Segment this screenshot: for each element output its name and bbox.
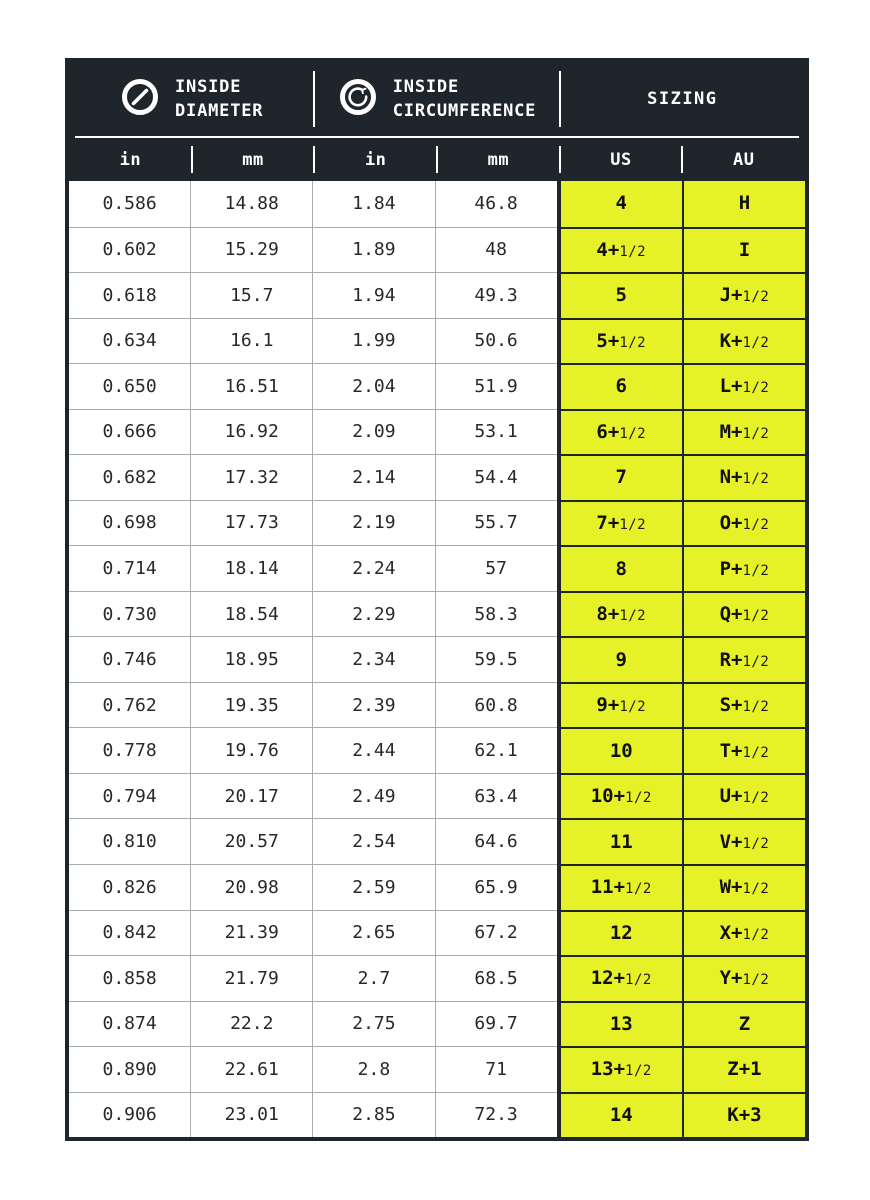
group-divider bbox=[559, 71, 561, 127]
cell-diameter-in: 0.682 bbox=[69, 454, 190, 500]
column-divider bbox=[436, 146, 438, 173]
cell-size-us bbox=[557, 272, 682, 318]
table-row bbox=[69, 864, 805, 910]
cell-diameter-mm: 19.35 bbox=[190, 682, 312, 728]
cell-circumference-in: 2.7 bbox=[312, 955, 434, 1001]
table-row bbox=[69, 1092, 805, 1138]
size-value: Z+1 bbox=[727, 1058, 762, 1081]
size-value: 8+ 1/2 bbox=[596, 603, 647, 626]
cell-circumference-in: 2.39 bbox=[312, 682, 434, 728]
cell-circumference-mm: 67.2 bbox=[435, 910, 557, 956]
cell-circumference-mm: 54.4 bbox=[435, 454, 557, 500]
cell-size-au bbox=[682, 818, 805, 864]
size-value: 9 bbox=[615, 648, 627, 671]
group-label-line1: INSIDE bbox=[175, 76, 242, 97]
cell-size-au bbox=[682, 727, 805, 773]
cell-circumference-mm: 46.8 bbox=[435, 181, 557, 227]
cell-circumference-mm: 72.3 bbox=[435, 1092, 557, 1138]
size-value: 9+ 1/2 bbox=[596, 694, 647, 717]
size-value: 12 bbox=[609, 921, 633, 944]
cell-size-us bbox=[557, 227, 682, 273]
cell-size-us bbox=[557, 318, 682, 364]
cell-diameter-in: 0.730 bbox=[69, 591, 190, 637]
cell-circumference-in: 2.09 bbox=[312, 409, 434, 455]
column-divider bbox=[313, 146, 315, 173]
cell-circumference-mm: 48 bbox=[435, 227, 557, 273]
column-header-diameter-mm: mm bbox=[242, 149, 264, 170]
cell-diameter-in: 0.650 bbox=[69, 363, 190, 409]
size-value: 7 bbox=[615, 466, 627, 489]
cell-circumference-mm: 58.3 bbox=[435, 591, 557, 637]
table-row bbox=[69, 318, 805, 364]
size-value: V+ 1/2 bbox=[719, 830, 770, 853]
cell-size-us bbox=[557, 363, 682, 409]
cell-diameter-in: 0.714 bbox=[69, 545, 190, 591]
size-value: 12+ 1/2 bbox=[590, 967, 652, 990]
size-value: I bbox=[738, 238, 751, 261]
cell-diameter-mm: 16.92 bbox=[190, 409, 312, 455]
table-row bbox=[69, 682, 805, 728]
table-row bbox=[69, 773, 805, 819]
cell-diameter-mm: 16.51 bbox=[190, 363, 312, 409]
size-value: 6+ 1/2 bbox=[596, 420, 647, 443]
cell-diameter-in: 0.666 bbox=[69, 409, 190, 455]
cell-size-us bbox=[557, 1046, 682, 1092]
cell-circumference-mm: 60.8 bbox=[435, 682, 557, 728]
group-label-line2: CIRCUMFERENCE bbox=[392, 101, 537, 121]
cell-diameter-in: 0.906 bbox=[69, 1092, 190, 1138]
size-value: 6 bbox=[615, 375, 627, 398]
cell-size-us bbox=[557, 818, 682, 864]
cell-circumference-mm: 64.6 bbox=[435, 818, 557, 864]
size-value: L+ 1/2 bbox=[719, 375, 770, 398]
cell-circumference-in: 2.29 bbox=[312, 591, 434, 637]
cell-circumference-mm: 69.7 bbox=[435, 1001, 557, 1047]
size-value: K+3 bbox=[727, 1103, 762, 1126]
column-header-circumference-in: in bbox=[364, 149, 387, 170]
size-value: H bbox=[738, 192, 751, 215]
size-value: 5 bbox=[615, 284, 627, 307]
column-header-us: US bbox=[610, 149, 632, 170]
column-header-row bbox=[69, 138, 805, 181]
cell-size-au bbox=[682, 1001, 805, 1047]
cell-diameter-mm: 15.7 bbox=[190, 272, 312, 318]
cell-diameter-in: 0.874 bbox=[69, 1001, 190, 1047]
column-header-au: AU bbox=[732, 149, 755, 170]
cell-diameter-in: 0.778 bbox=[69, 727, 190, 773]
cell-diameter-mm: 22.61 bbox=[190, 1046, 312, 1092]
cell-circumference-in: 2.8 bbox=[312, 1046, 434, 1092]
cell-circumference-mm: 50.6 bbox=[435, 318, 557, 364]
column-header-diameter-in: in bbox=[119, 149, 142, 170]
cell-size-au bbox=[682, 864, 805, 910]
size-value: 4 bbox=[615, 192, 627, 215]
table-row bbox=[69, 727, 805, 773]
cell-size-us bbox=[557, 181, 682, 227]
cell-circumference-mm: 51.9 bbox=[435, 363, 557, 409]
cell-diameter-mm: 17.32 bbox=[190, 454, 312, 500]
group-label-sizing: SIZING bbox=[647, 89, 718, 109]
size-value: 13+ 1/2 bbox=[590, 1058, 652, 1081]
column-divider bbox=[191, 146, 193, 173]
cell-circumference-in: 2.34 bbox=[312, 636, 434, 682]
cell-size-us bbox=[557, 1001, 682, 1047]
size-value: O+ 1/2 bbox=[719, 511, 770, 534]
cell-size-us bbox=[557, 864, 682, 910]
cell-size-au bbox=[682, 272, 805, 318]
size-value: S+ 1/2 bbox=[719, 694, 770, 717]
column-divider bbox=[681, 146, 683, 173]
size-value: K+ 1/2 bbox=[719, 329, 770, 352]
cell-diameter-mm: 23.01 bbox=[190, 1092, 312, 1138]
group-label-inside-diameter bbox=[175, 75, 263, 123]
column-divider bbox=[559, 146, 561, 173]
cell-size-au bbox=[682, 181, 805, 227]
cell-size-au bbox=[682, 591, 805, 637]
size-value: 14 bbox=[609, 1103, 633, 1126]
cell-diameter-mm: 18.95 bbox=[190, 636, 312, 682]
size-value: 13 bbox=[609, 1012, 633, 1035]
cell-circumference-in: 2.85 bbox=[312, 1092, 434, 1138]
cell-size-au bbox=[682, 910, 805, 956]
cell-diameter-in: 0.698 bbox=[69, 500, 190, 546]
cell-circumference-in: 2.24 bbox=[312, 545, 434, 591]
cell-circumference-mm: 71 bbox=[435, 1046, 557, 1092]
cell-diameter-mm: 20.98 bbox=[190, 864, 312, 910]
cell-size-us bbox=[557, 682, 682, 728]
cell-diameter-in: 0.746 bbox=[69, 636, 190, 682]
cell-size-au bbox=[682, 1092, 805, 1138]
cell-diameter-in: 0.826 bbox=[69, 864, 190, 910]
cell-circumference-in: 1.89 bbox=[312, 227, 434, 273]
size-value: Y+ 1/2 bbox=[719, 967, 770, 990]
cell-circumference-in: 2.14 bbox=[312, 454, 434, 500]
cell-diameter-mm: 21.39 bbox=[190, 910, 312, 956]
cell-size-au bbox=[682, 545, 805, 591]
cell-size-us bbox=[557, 1092, 682, 1138]
diameter-icon bbox=[120, 77, 160, 121]
cell-circumference-mm: 57 bbox=[435, 545, 557, 591]
table-row bbox=[69, 545, 805, 591]
table-row bbox=[69, 363, 805, 409]
table-header bbox=[69, 62, 805, 181]
size-value: R+ 1/2 bbox=[719, 648, 770, 671]
size-value: 10+ 1/2 bbox=[590, 785, 652, 808]
cell-diameter-in: 0.810 bbox=[69, 818, 190, 864]
size-value: U+ 1/2 bbox=[719, 785, 770, 808]
table-row bbox=[69, 636, 805, 682]
cell-circumference-in: 2.44 bbox=[312, 727, 434, 773]
cell-diameter-mm: 16.1 bbox=[190, 318, 312, 364]
cell-diameter-mm: 20.17 bbox=[190, 773, 312, 819]
cell-size-us bbox=[557, 636, 682, 682]
cell-size-us bbox=[557, 773, 682, 819]
size-value: 7+ 1/2 bbox=[596, 511, 647, 534]
cell-diameter-mm: 14.88 bbox=[190, 181, 312, 227]
size-value: 4+ 1/2 bbox=[596, 238, 647, 261]
size-value: Q+ 1/2 bbox=[719, 603, 770, 626]
cell-circumference-mm: 55.7 bbox=[435, 500, 557, 546]
size-value: Z bbox=[738, 1012, 751, 1035]
cell-circumference-in: 1.94 bbox=[312, 272, 434, 318]
ring-size-table bbox=[65, 58, 809, 1141]
cell-size-us bbox=[557, 409, 682, 455]
cell-diameter-in: 0.762 bbox=[69, 682, 190, 728]
cell-size-us bbox=[557, 727, 682, 773]
cell-diameter-mm: 19.76 bbox=[190, 727, 312, 773]
cell-size-us bbox=[557, 500, 682, 546]
cell-circumference-in: 2.59 bbox=[312, 864, 434, 910]
size-value: 10 bbox=[609, 739, 633, 762]
size-value: 11 bbox=[609, 830, 633, 853]
cell-circumference-in: 2.54 bbox=[312, 818, 434, 864]
column-header-circumference-mm: mm bbox=[487, 149, 510, 170]
cell-size-au bbox=[682, 363, 805, 409]
table-row bbox=[69, 409, 805, 455]
cell-size-au bbox=[682, 227, 805, 273]
cell-diameter-mm: 21.79 bbox=[190, 955, 312, 1001]
size-value: T+ 1/2 bbox=[719, 739, 770, 762]
group-label-line2: DIAMETER bbox=[175, 101, 264, 121]
table-row bbox=[69, 181, 805, 227]
cell-circumference-mm: 63.4 bbox=[435, 773, 557, 819]
cell-size-us bbox=[557, 910, 682, 956]
cell-diameter-in: 0.858 bbox=[69, 955, 190, 1001]
size-value: P+ 1/2 bbox=[719, 557, 770, 580]
cell-circumference-in: 2.75 bbox=[312, 1001, 434, 1047]
circumference-icon bbox=[338, 77, 378, 121]
cell-diameter-mm: 20.57 bbox=[190, 818, 312, 864]
table-row bbox=[69, 910, 805, 956]
cell-circumference-in: 2.65 bbox=[312, 910, 434, 956]
cell-circumference-mm: 49.3 bbox=[435, 272, 557, 318]
group-inside-circumference bbox=[314, 75, 559, 123]
table-row bbox=[69, 955, 805, 1001]
cell-size-au bbox=[682, 636, 805, 682]
cell-diameter-mm: 22.2 bbox=[190, 1001, 312, 1047]
cell-size-us bbox=[557, 545, 682, 591]
size-value: 8 bbox=[615, 557, 627, 580]
table-row bbox=[69, 454, 805, 500]
size-value: 11+ 1/2 bbox=[590, 876, 652, 899]
cell-circumference-mm: 59.5 bbox=[435, 636, 557, 682]
table-row bbox=[69, 500, 805, 546]
group-label-inside-circumference bbox=[393, 75, 536, 123]
cell-diameter-in: 0.890 bbox=[69, 1046, 190, 1092]
cell-diameter-mm: 18.14 bbox=[190, 545, 312, 591]
cell-diameter-mm: 18.54 bbox=[190, 591, 312, 637]
table-row bbox=[69, 591, 805, 637]
cell-circumference-mm: 53.1 bbox=[435, 409, 557, 455]
cell-circumference-in: 2.19 bbox=[312, 500, 434, 546]
cell-size-au bbox=[682, 409, 805, 455]
cell-circumference-mm: 68.5 bbox=[435, 955, 557, 1001]
table-row bbox=[69, 227, 805, 273]
cell-diameter-in: 0.602 bbox=[69, 227, 190, 273]
cell-diameter-in: 0.842 bbox=[69, 910, 190, 956]
cell-size-us bbox=[557, 955, 682, 1001]
cell-diameter-in: 0.794 bbox=[69, 773, 190, 819]
size-value: W+ 1/2 bbox=[719, 876, 770, 899]
size-value: 5+ 1/2 bbox=[596, 329, 647, 352]
cell-size-au bbox=[682, 1046, 805, 1092]
table-row bbox=[69, 272, 805, 318]
group-inside-diameter bbox=[69, 75, 314, 123]
table-body bbox=[69, 181, 805, 1137]
cell-circumference-in: 1.84 bbox=[312, 181, 434, 227]
cell-size-us bbox=[557, 454, 682, 500]
cell-size-au bbox=[682, 682, 805, 728]
table-row bbox=[69, 1046, 805, 1092]
table-row bbox=[69, 1001, 805, 1047]
cell-size-au bbox=[682, 318, 805, 364]
cell-diameter-mm: 15.29 bbox=[190, 227, 312, 273]
size-value: N+ 1/2 bbox=[719, 466, 770, 489]
cell-size-us bbox=[557, 591, 682, 637]
size-value: M+ 1/2 bbox=[719, 420, 770, 443]
cell-diameter-in: 0.586 bbox=[102, 193, 157, 215]
group-label-line1: INSIDE bbox=[392, 76, 459, 97]
cell-size-au bbox=[682, 955, 805, 1001]
cell-circumference-mm: 62.1 bbox=[435, 727, 557, 773]
size-value: J+ 1/2 bbox=[719, 284, 770, 307]
cell-circumference-in: 2.49 bbox=[312, 773, 434, 819]
cell-diameter-mm: 17.73 bbox=[190, 500, 312, 546]
size-value: X+ 1/2 bbox=[719, 921, 770, 944]
cell-size-au bbox=[682, 500, 805, 546]
cell-diameter-in: 0.618 bbox=[69, 272, 190, 318]
group-divider bbox=[313, 71, 315, 127]
cell-circumference-in: 2.04 bbox=[312, 363, 434, 409]
table-row bbox=[69, 818, 805, 864]
cell-size-au bbox=[682, 773, 805, 819]
cell-size-au bbox=[682, 454, 805, 500]
group-sizing bbox=[560, 89, 805, 109]
group-header-row bbox=[69, 62, 805, 136]
cell-diameter-in: 0.634 bbox=[69, 318, 190, 364]
cell-circumference-in: 1.99 bbox=[312, 318, 434, 364]
cell-circumference-mm: 65.9 bbox=[435, 864, 557, 910]
